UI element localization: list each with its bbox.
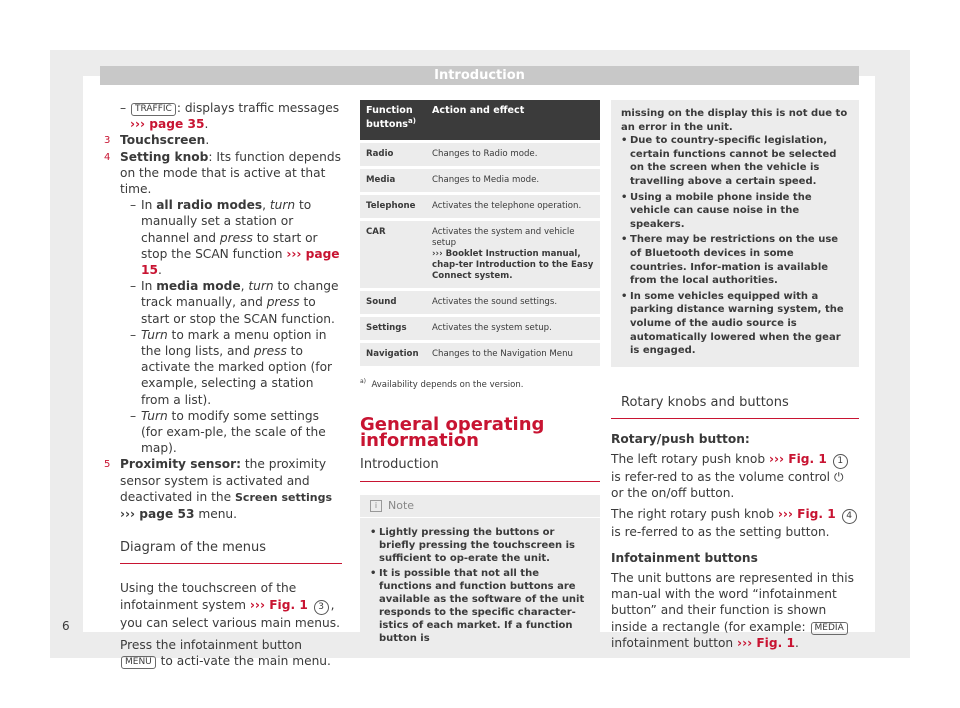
table-row: Navigation Changes to the Navigation Menu (360, 342, 600, 367)
info-icon: i (370, 500, 382, 512)
note-header: i Note (360, 495, 600, 518)
turn-modify-item: – Turn to modify some settings (for exam-ple, the scale of the map). (130, 408, 326, 456)
note-bullet: • Lightly pressing the buttons or briefly pressing the touchscreen is sufficient to op-erate the unit. (370, 527, 576, 565)
big-heading: General operating information (360, 413, 545, 452)
fig1-ref-c[interactable]: ››› Fig. 1 (777, 506, 836, 521)
page-number: 6 (62, 619, 70, 633)
intro-heading: Introduction (360, 457, 600, 482)
menus-para-1: Using the touchscreen of the infotainment system ››› Fig. 1 3 , you can select various main menus. (120, 581, 340, 630)
infotainment-buttons-label: Infotainment buttons (611, 550, 758, 565)
table-row: Media Changes to Media mode. (360, 168, 600, 194)
table-row: Settings Activates the system setup. (360, 316, 600, 342)
section-heading-menus: Diagram of the menus (120, 540, 342, 564)
menu-key: MENU (121, 656, 156, 669)
proximity-page-ref[interactable]: ››› page 53 (120, 507, 195, 522)
left-column (104, 100, 342, 669)
function-buttons-table (360, 100, 600, 366)
running-header: Introduction (100, 66, 859, 85)
note-bullet: • Using a mobile phone inside the vehicle can cause noise in the speakers. (621, 191, 812, 230)
note-bullet: • It is possible that not all the functions and function buttons are available as the software of the unit responds to the specific character-istics of each market. If a function button is (370, 568, 585, 645)
menus-para-2: Press the infotainment button MENU to acti-vate the main menu. (120, 637, 331, 669)
table-row: CAR Activates the system and vehicle setup ››› Booklet Instruction manual, chap-ter Introduction to the Easy Connect system. (360, 220, 600, 290)
left-knob-para: The left rotary push knob ››› Fig. 1 1 is refer-red to as the volume control ⏻ or the on/off button. (611, 451, 859, 501)
note-bullet: • Due to country-specific legislation, certain functions cannot be selected on the screen when the vehicle is travelling above a certain speed. (621, 135, 837, 187)
media-key: MEDIA (811, 622, 848, 635)
traffic-page-ref[interactable]: ››› page 35 (130, 117, 205, 132)
media-mode-item: – In media mode, turn to change track manually, and press to start or stop the SCAN function. (130, 279, 339, 326)
traffic-key: TRAFFIC (131, 103, 176, 116)
fig1-ref-b[interactable]: ››› Fig. 1 (768, 452, 827, 467)
note-box (360, 495, 600, 657)
right-column (611, 100, 859, 651)
table-header-function: Function buttons$^{a)}$ (360, 100, 426, 142)
fig1-ref-a[interactable]: ››› Fig. 1 (249, 597, 308, 612)
traffic-line: – TRAFFIC : displays traffic messages ››› page 35. (120, 101, 340, 132)
rotary-push-label: Rotary/push button: (611, 431, 750, 446)
radio-page-ref[interactable]: ››› page 15 (141, 246, 340, 278)
item-4: 4 Setting knob: Its function depends on the mode that is active at that time. (104, 149, 341, 197)
table-footnote: $^{a)}$ Availability depends on the version. (360, 378, 524, 390)
note-box-continued: missing on the display this is not due to an error in the unit. • Due to country-specific legislation, certain functions cannot be selected on the screen when the vehicle is travelling above a certain speed. • Using a mobile phone inside the vehicle can cause noise in the speakers. • There may be restrictions on the use of Bluetooth devices in some countries. Infor-mation is available from the local authorities. • In some vehicles equipped with a parking distance warning system, the volume of the audio source is automatically lowered when the gear is engaged. (611, 100, 859, 367)
table-row: Telephone Activates the telephone operation. (360, 194, 600, 220)
table-row: Radio Changes to Radio mode. (360, 142, 600, 168)
turn-mark-item: – Turn to mark a menu option in the long lists, and press to activate the marked option (for example, selecting a station from a list). (130, 327, 333, 407)
radio-mode-item: – In all radio modes, turn to manually set a station or channel and press to start or stop the SCAN function ››› page 15. (130, 198, 340, 278)
item-3: 3 Touchscreen. (104, 133, 210, 148)
item-5: 5 Proximity sensor: the proximity sensor system is activated and deactivated in the Screen settings ››› page 53 menu. (104, 457, 332, 522)
table-row: Sound Activates the sound settings. (360, 290, 600, 316)
note-bullet: • There may be restrictions on the use of Bluetooth devices in some countries. Infor-mation is available from the local authorities. (621, 234, 839, 287)
right-knob-para: The right rotary push knob ››› Fig. 1 4 is re-ferred to as the setting button. (611, 506, 859, 540)
middle-column (360, 100, 600, 657)
table-header-action: Action and effect (426, 100, 600, 142)
infotainment-para: The unit buttons are represented in this man-ual with the word “infotainment button” and their function is shown inside a rectangle (for example: MEDIA infotainment button ››› Fig. 1. (611, 570, 854, 650)
note-bullet: • In some vehicles equipped with a parking distance warning system, the volume of the audio source is automatically lowered when the gear is engaged. (621, 290, 844, 357)
rotary-heading: Rotary knobs and buttons (611, 395, 859, 419)
fig1-ref-d[interactable]: ››› Fig. 1 (737, 635, 795, 650)
power-icon: ⏻ (833, 470, 844, 485)
